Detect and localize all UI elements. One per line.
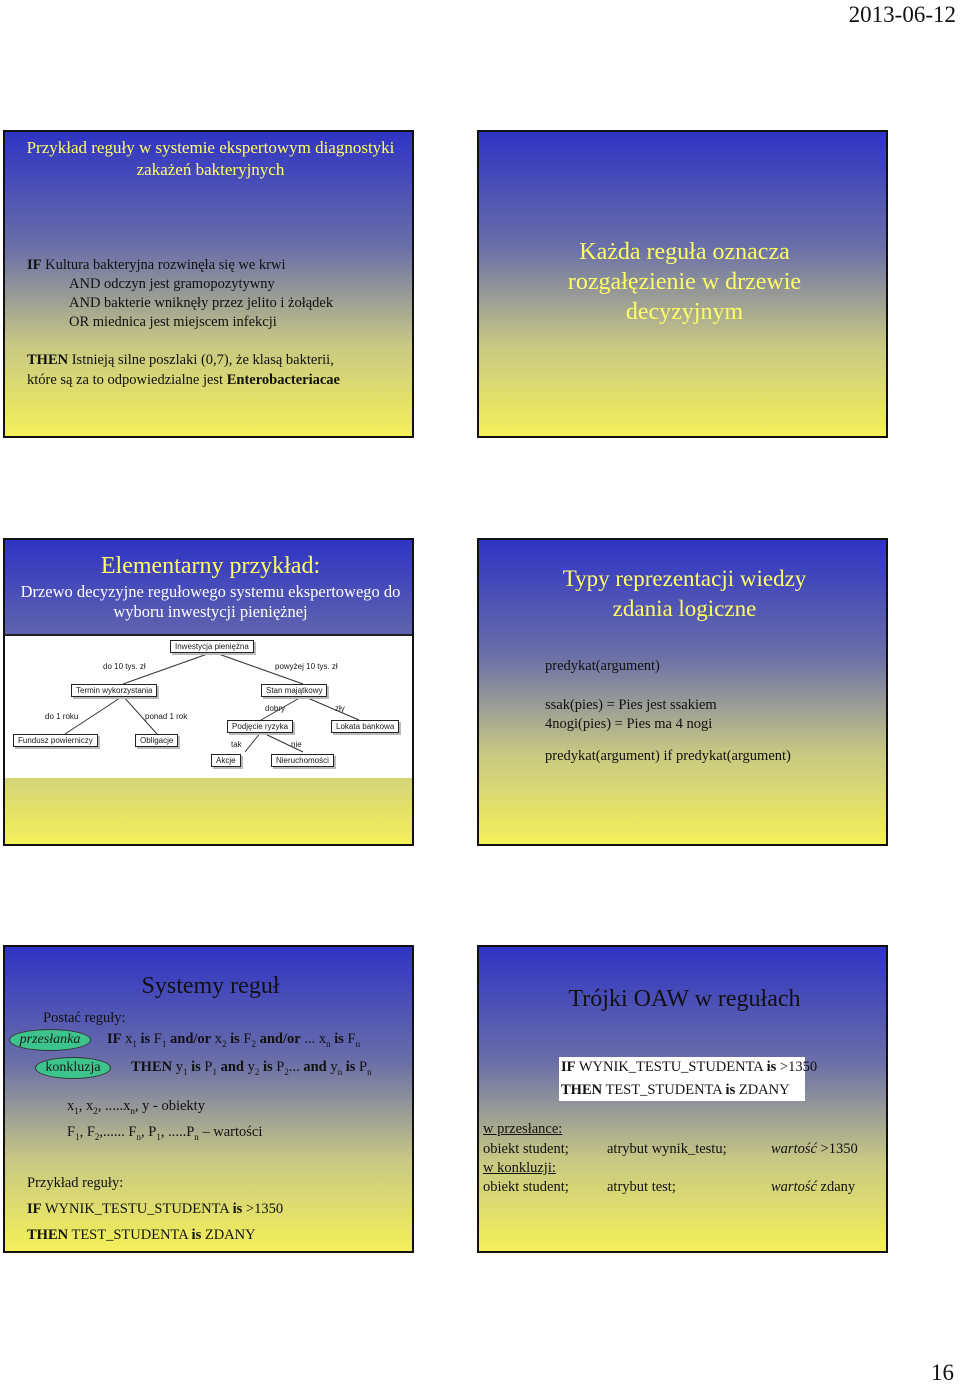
page-number: 16	[931, 1360, 954, 1385]
rule-then-line-2: które są za to odpowiedzialne jest Enterobacteriacae	[27, 372, 340, 388]
tree-edge-label: do 10 tys. zł	[103, 662, 146, 671]
tree-leaf: Lokata bankowa	[331, 720, 399, 733]
rule-then-line: THEN TEST_STUDENTA is ZDANY	[561, 1082, 790, 1098]
slide-oav-triples	[477, 945, 888, 1253]
objects-legend: $x_1$, $x_2$, $.....x_n$, y - obiekty	[67, 1098, 205, 1116]
rule-if-form: IF $x_1$ is $F_1$ and/or $x_2$ is $F_2$ and/or ... $x_n$ is $F_n$	[107, 1031, 361, 1049]
tree-edge-label: powyżej 10 tys. zł	[275, 662, 338, 671]
premise-attribute: atrybut wynik_testu;	[607, 1141, 727, 1157]
tree-leaf: Fundusz powierniczy	[13, 734, 98, 747]
rule-and-line-1: AND odczyn jest gramopozytywny	[69, 276, 275, 292]
tree-edge-label: tak	[231, 740, 242, 749]
tree-node: Termin wykorzystania	[71, 684, 157, 697]
conclusion-value: wartość zdany	[771, 1179, 856, 1195]
slide-title: Przykład reguły w systemie ekspertowym diagnostyki zakażeń bakteryjnych	[26, 138, 395, 179]
conclusion-object: obiekt student;	[483, 1179, 569, 1195]
tree-node: Podjęcie ryzyka	[227, 720, 293, 733]
slide-title: Trójki OAW w regułach	[568, 986, 801, 1012]
example-if-line: IF WYNIK_TESTU_STUDENTA is >1350	[27, 1201, 284, 1217]
conclusion-attribute: atrybut test;	[607, 1179, 676, 1195]
premise-heading: w przesłance:	[483, 1121, 563, 1137]
example-label: Przykład reguły:	[27, 1175, 124, 1191]
tree-edge-label: zły	[335, 704, 345, 713]
tree-leaf: Obligacje	[135, 734, 178, 747]
rule-or-line: OR miednica jest miejscem infekcji	[69, 314, 277, 330]
rule-box	[559, 1057, 818, 1101]
slide-title: Systemy reguł	[141, 973, 280, 999]
tree-node: Stan majątkowy	[261, 684, 327, 697]
predicate-rule: predykat(argument) if predykat(argument)	[545, 748, 791, 764]
values-legend: $F_1$, $F_2$,...... $F_n$, $P_1$, $.....P_n$ – wartości	[67, 1124, 263, 1142]
slide-knowledge-representation	[477, 538, 888, 846]
conclusion-heading: w konkluzji:	[483, 1160, 556, 1176]
rule-and-line-2: AND bakterie wniknęły przez jelito i żołądek	[69, 295, 334, 311]
example-then-line: THEN TEST_STUDENTA is ZDANY	[27, 1227, 256, 1243]
slide-elementary-example	[3, 538, 414, 846]
page-date: 2013-06-12	[848, 2, 956, 27]
decision-tree-diagram	[5, 634, 413, 778]
slide-title: Każda reguła oznacza rozgałęzienie w drzewie decyzyjnym	[567, 239, 802, 325]
slide-title: Typy reprezentacji wiedzy zdania logiczne	[562, 566, 807, 621]
tree-edge-label: do 1 roku	[45, 712, 79, 721]
predicate-text: predykat(argument)	[545, 658, 660, 674]
slide-subtitle: Drzewo decyzyjne regułowego systemu ekspertowego do wyboru inwestycji pieniężnej	[20, 582, 401, 621]
premise-oval: przesłanka	[9, 1029, 91, 1051]
slide-decision-tree-note	[477, 130, 888, 438]
premise-value: wartość >1350	[771, 1141, 858, 1157]
tree-edge-label: nie	[291, 740, 302, 749]
tree-edge-label: ponad 1 rok	[145, 712, 188, 721]
predicate-example: ssak(pies) = Pies jest ssakiem	[545, 697, 717, 713]
tree-leaf: Nieruchomości	[271, 754, 334, 767]
predicate-example: 4nogi(pies) = Pies ma 4 nogi	[545, 716, 713, 732]
premise-object: obiekt student;	[483, 1141, 569, 1157]
slide-title: Elementarny przykład:	[100, 553, 321, 579]
slide-rule-systems	[3, 945, 414, 1253]
tree-edge-label: dobry	[265, 704, 286, 713]
rule-form-label: Postać reguły:	[43, 1010, 126, 1026]
tree-root-node: Inwestycja pieniężna	[170, 640, 254, 653]
slide-rule-example	[3, 130, 414, 438]
rule-if-line: IF Kultura bakteryjna rozwinęła się we krwi	[27, 257, 286, 273]
rule-if-line: IF WYNIK_TESTU_STUDENTA is >1350	[561, 1059, 818, 1075]
rule-then-form: THEN $y_1$ is $P_1$ and $y_2$ is $P_2$... and $y_n$ is $P_n$	[131, 1059, 372, 1077]
conclusion-oval: konkluzja	[35, 1057, 111, 1079]
tree-edges	[5, 636, 413, 778]
tree-leaf: Akcje	[211, 754, 241, 767]
rule-then-line: THEN Istnieją silne poszlaki (0,7), że klasą bakterii,	[27, 352, 334, 368]
